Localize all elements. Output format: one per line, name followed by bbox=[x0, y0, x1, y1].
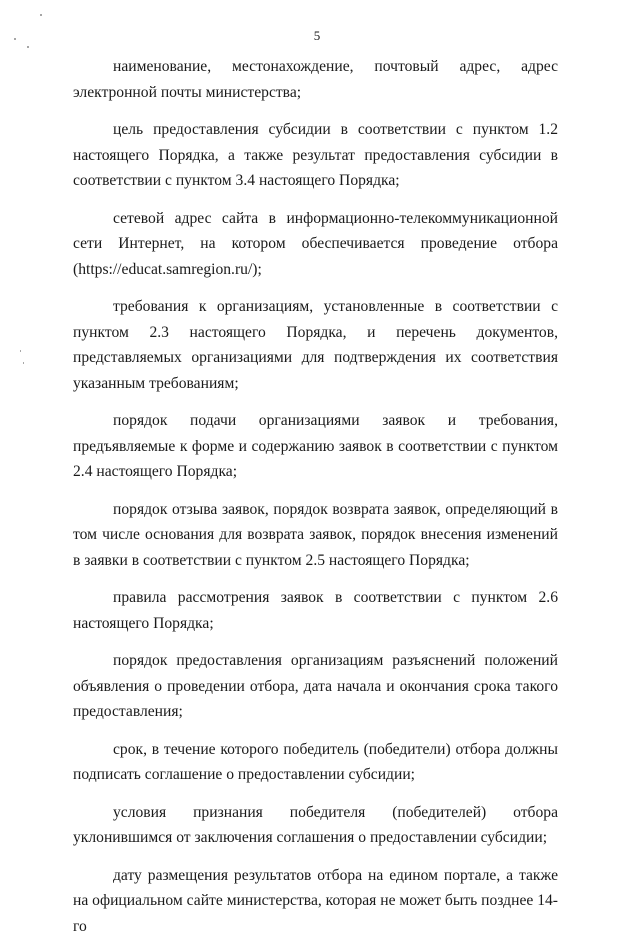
paragraph-subsidy-goal: цель предоставления субсидии в соответствии с пунктом 1.2 настоящего Порядка, а также результат предоставления субсидии в соответствии с пунктом 3.4 настоящего Порядка; bbox=[73, 121, 558, 189]
page-number: 5 bbox=[313, 28, 321, 43]
scan-speck bbox=[40, 14, 42, 16]
paragraph-organization-requirements: требования к организациям, установленные в соответствии с пунктом 2.3 настоящего Порядка, и перечень документов, представляемых организациями для подтверждения их соответствия указанным требованиям; bbox=[73, 298, 558, 392]
scan-speck bbox=[27, 46, 29, 48]
scan-speck bbox=[23, 362, 24, 364]
document-body bbox=[73, 54, 558, 951]
paragraph-review-rules: правила рассмотрения заявок в соответствии с пунктом 2.6 настоящего Порядка; bbox=[73, 589, 558, 632]
paragraph-evasion-conditions: условия признания победителя (победителей) отбора уклонившимся от заключения соглашения о предоставлении субсидии; bbox=[73, 803, 558, 846]
scan-speck bbox=[20, 350, 21, 352]
paragraph-application-submission: порядок подачи организациями заявок и требования, предъявляемые к форме и содержанию заявок в соответствии с пунктом 2.4 настоящего Порядка; bbox=[73, 412, 558, 480]
paragraph-application-withdrawal: порядок отзыва заявок, порядок возврата заявок, определяющий в том числе основания для возврата заявок, порядок внесения изменений в заявки в соответствии с пунктом 2.5 настоящего Порядка; bbox=[73, 500, 558, 569]
paragraph-results-publication: дату размещения результатов отбора на едином портале, а также на официальном сайте министерства, которая не может быть позднее 14-го bbox=[73, 866, 558, 935]
paragraph-website-address: сетевой адрес сайта в информационно-телекоммуникационной сети Интернет, на котором обеспечивается проведение отбора (https://educat.samregion.ru/); bbox=[73, 209, 558, 278]
paragraph-ministry-contacts: наименование, местонахождение, почтовый адрес, адрес электронной почты министерства; bbox=[73, 58, 558, 101]
paragraph-signing-deadline: срок, в течение которого победитель (победители) отбора должны подписать соглашение о предоставлении субсидии; bbox=[73, 740, 558, 783]
scan-speck bbox=[14, 38, 16, 40]
paragraph-clarifications: порядок предоставления организациям разъяснений положений объявления о проведении отбора, дата начала и окончания срока такого предоставления; bbox=[73, 652, 558, 720]
